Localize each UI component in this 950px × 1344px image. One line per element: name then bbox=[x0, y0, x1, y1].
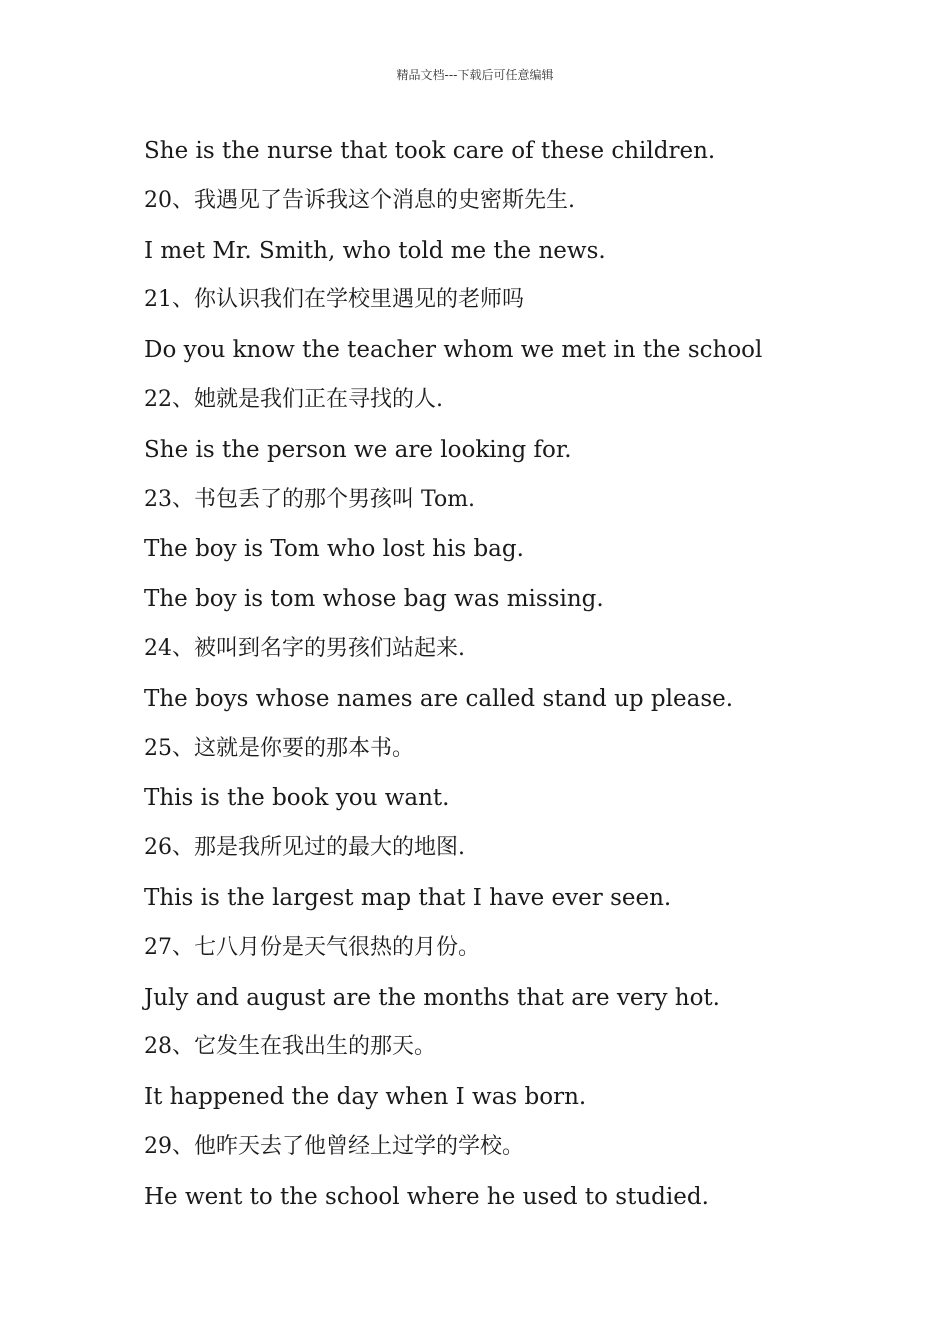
text-line: This is the book you want. bbox=[144, 785, 450, 812]
text-line: July and august are the months that are very hot. bbox=[144, 984, 720, 1011]
text-line: 24、被叫到名字的男孩们站起来. bbox=[144, 635, 465, 661]
text-line: 22、她就是我们正在寻找的人. bbox=[144, 386, 443, 412]
text-line: The boy is tom whose bag was missing. bbox=[144, 586, 604, 613]
text-line: Do you know the teacher whom we met in the school bbox=[144, 337, 763, 364]
text-line: She is the person we are looking for. bbox=[144, 436, 572, 463]
text-line: 20、我遇见了告诉我这个消息的史密斯先生. bbox=[144, 187, 575, 213]
text-line: 28、它发生在我出生的那天。 bbox=[144, 1034, 436, 1060]
text-line: The boys whose names are called stand up please. bbox=[144, 685, 734, 712]
text-line: It happened the day when I was born. bbox=[144, 1084, 587, 1111]
document-body bbox=[144, 132, 924, 1228]
page-header: 精品文档---下载后可任意编辑 bbox=[396, 68, 554, 82]
text-line: 29、他昨天去了他曾经上过学的学校。 bbox=[144, 1133, 524, 1159]
text-line: This is the largest map that I have ever seen. bbox=[144, 884, 672, 911]
text-line: I met Mr. Smith, who told me the news. bbox=[144, 237, 606, 264]
text-line: 23、书包丢了的那个男孩叫 Tom. bbox=[144, 486, 476, 512]
text-line: She is the nurse that took care of these children. bbox=[144, 138, 716, 164]
text-line: 26、那是我所见过的最大的地图. bbox=[144, 835, 465, 861]
text-line: The boy is Tom who lost his bag. bbox=[144, 536, 524, 563]
text-line: 21、你认识我们在学校里遇见的老师吗 bbox=[144, 287, 524, 313]
text-line: 27、七八月份是天气很热的月份。 bbox=[144, 934, 480, 960]
text-line: 25、这就是你要的那本书。 bbox=[144, 735, 414, 761]
text-line: He went to the school where he used to studied. bbox=[144, 1183, 709, 1210]
